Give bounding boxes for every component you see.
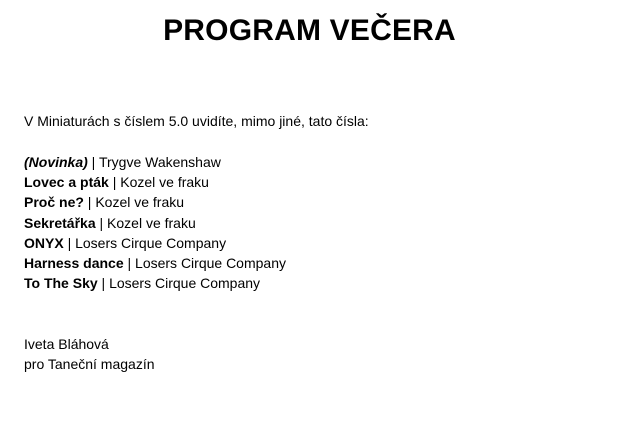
piece-title: (Novinka) xyxy=(24,154,88,170)
piece-author: Losers Cirque Company xyxy=(135,254,286,271)
separator: | xyxy=(63,234,76,251)
separator: | xyxy=(95,214,108,231)
piece-author: Trygve Wakenshaw xyxy=(98,154,221,170)
program-item xyxy=(24,273,286,293)
author-outlet: pro Taneční magazín xyxy=(24,356,155,373)
piece-author: Kozel ve fraku xyxy=(107,214,196,231)
piece-title: Harness dance xyxy=(24,254,124,271)
author-name: Iveta Bláhová xyxy=(24,336,109,352)
program-item xyxy=(24,192,286,212)
piece-title: Sekretářka xyxy=(24,214,96,231)
program-list xyxy=(24,152,286,293)
piece-author: Losers Cirque Company xyxy=(75,234,227,251)
piece-author: Kozel ve fraku xyxy=(95,194,185,211)
piece-title: ONYX xyxy=(24,234,64,251)
piece-author: Kozel ve fraku xyxy=(120,174,209,191)
program-item xyxy=(24,253,286,273)
intro-text: V Miniaturách s číslem 5.0 uvidíte, mimo jiné, tato čísla: xyxy=(24,113,369,129)
program-item xyxy=(24,172,286,192)
program-item xyxy=(24,233,286,253)
piece-title: Proč ne? xyxy=(24,194,84,211)
program-item xyxy=(24,152,286,172)
separator: | xyxy=(97,275,110,292)
piece-title: Lovec a pták xyxy=(24,174,109,191)
separator: | xyxy=(87,154,99,170)
piece-title: To The Sky xyxy=(24,275,98,292)
separator: | xyxy=(83,194,96,211)
piece-author: Losers Cirque Company xyxy=(109,275,261,292)
page-title: PROGRAM VEČERA xyxy=(163,14,456,47)
separator: | xyxy=(108,174,121,191)
program-item xyxy=(24,213,286,233)
signature xyxy=(24,334,155,374)
separator: | xyxy=(123,254,136,271)
